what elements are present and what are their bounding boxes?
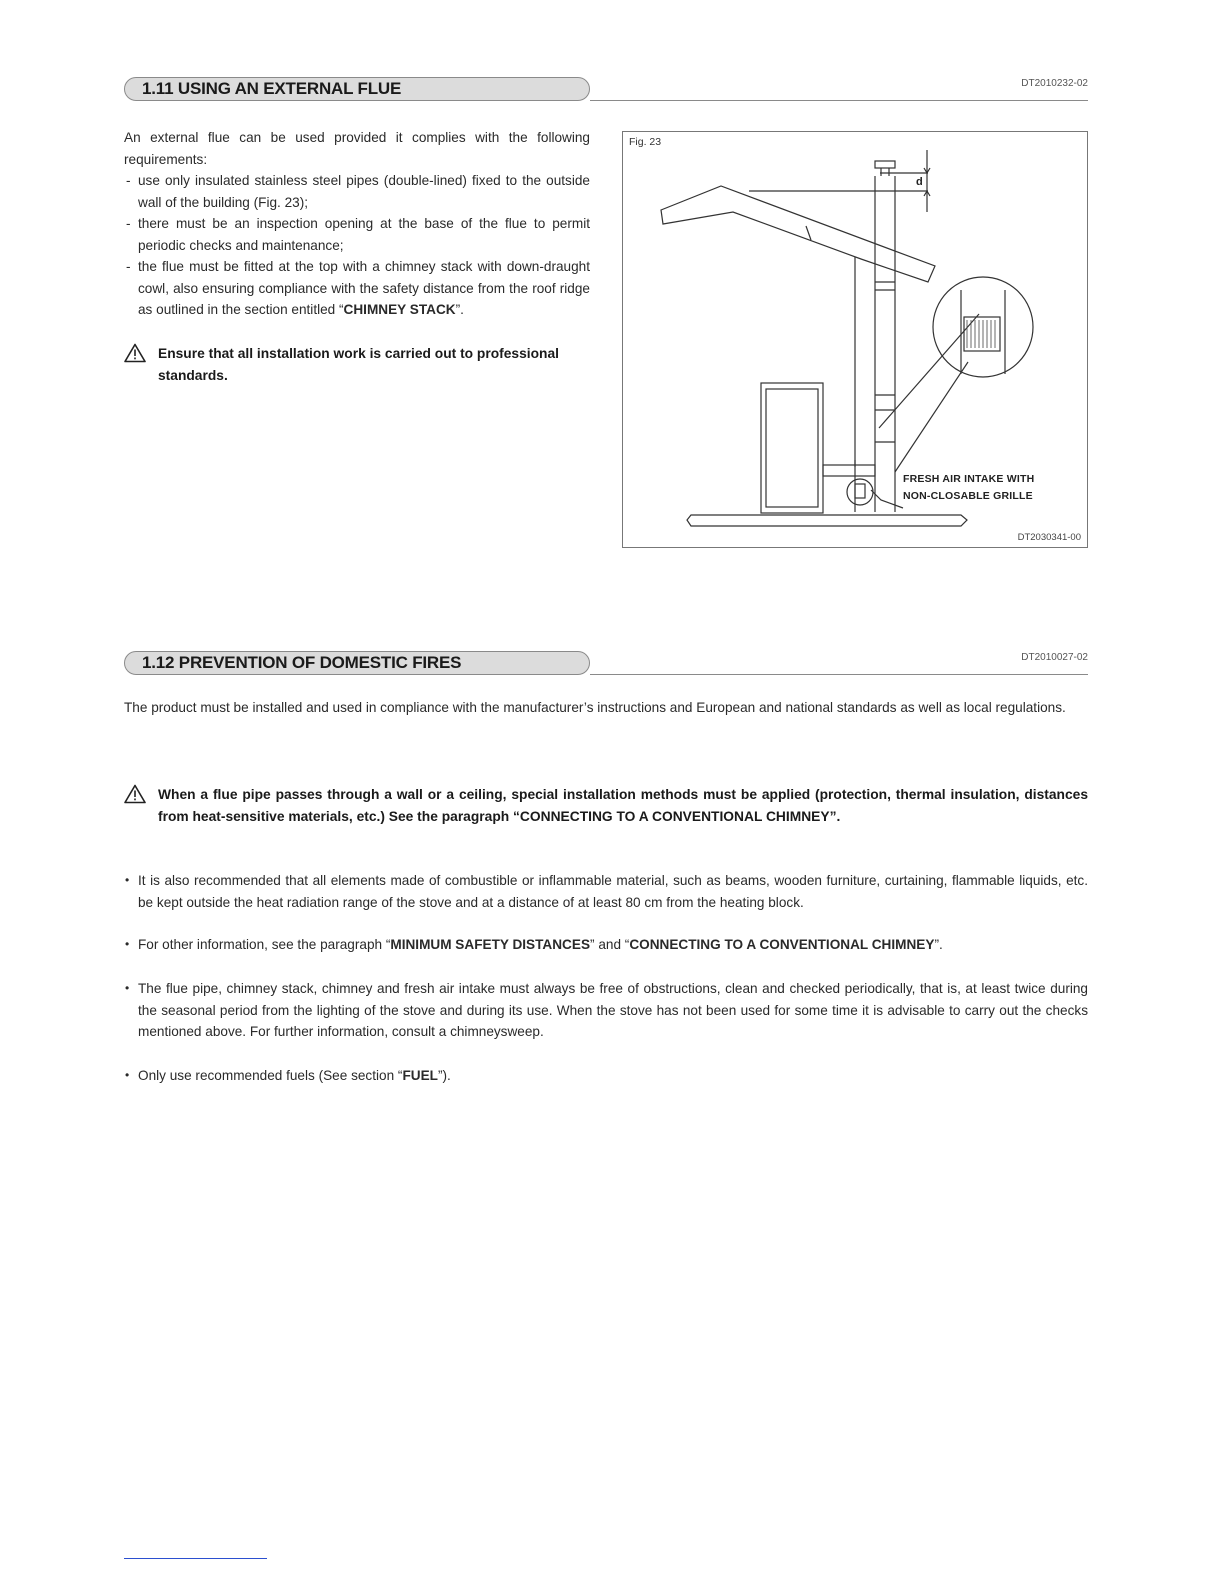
warning-icon xyxy=(124,343,146,363)
intro-paragraph: An external flue can be used provided it complies with the following requirements: xyxy=(124,130,590,167)
bullet-item xyxy=(124,870,1088,913)
chimney-stack-reference: CHIMNEY STACK xyxy=(343,302,456,317)
bullet-item xyxy=(124,1065,1088,1087)
bullet-text-part: Only use recommended fuels (See section “ xyxy=(138,1068,403,1083)
warning-notice xyxy=(124,784,1088,827)
conventional-chimney-reference: CONNECTING TO A CONVENTIONAL CHIMNEY xyxy=(629,937,935,952)
fresh-air-intake-callout xyxy=(903,471,1034,505)
bullet-text-part: ”). xyxy=(437,1068,451,1083)
section-title: 1.11 USING AN EXTERNAL FLUE xyxy=(142,79,402,98)
distance-label: d xyxy=(916,176,923,188)
document-code: DT2010232-02 xyxy=(1021,78,1088,89)
bullet-text-part: For other information, see the paragraph “ xyxy=(138,937,391,952)
list-item-text-end: ”. xyxy=(455,302,464,317)
figure-code: DT2030341-00 xyxy=(1017,532,1081,543)
warning-icon xyxy=(124,784,146,804)
bullet-text-part: ”. xyxy=(934,937,943,952)
header-rule xyxy=(590,674,1088,675)
fuel-reference: FUEL xyxy=(402,1068,438,1083)
list-item: - use only insulated stainless steel pipes (double-lined) fixed to the outside wall of the building (Fig. 23); xyxy=(124,170,590,213)
requirements-list xyxy=(124,170,590,321)
list-item xyxy=(124,256,590,321)
section-title: 1.12 PREVENTION OF DOMESTIC FIRES xyxy=(142,653,462,672)
warning-notice xyxy=(124,343,590,386)
section-1-11-body xyxy=(124,127,590,321)
list-item: - there must be an inspection opening at the base of the flue to permit periodic checks and maintenance; xyxy=(124,213,590,256)
bullet-icon: • xyxy=(125,873,130,887)
list-item-text: the flue must be fitted at the top with a chimney stack with down-draught cowl, also ensuring compliance with the safety distance from the roof ridge as outlined in the section entitled “ xyxy=(138,259,590,317)
callout-line-2: NON-CLOSABLE GRILLE xyxy=(903,490,1033,502)
document-code: DT2010027-02 xyxy=(1021,652,1088,663)
bullet-item xyxy=(124,978,1088,1043)
minimum-safety-distances-reference: MINIMUM SAFETY DISTANCES xyxy=(390,937,591,952)
callout-line-1: FRESH AIR INTAKE WITH xyxy=(903,473,1035,485)
footer-rule xyxy=(124,1558,267,1559)
header-rule xyxy=(590,100,1088,101)
bullet-text xyxy=(138,1065,1088,1087)
bullet-text: The flue pipe, chimney stack, chimney and fresh air intake must always be free of obstructions, clean and checked periodically, that is, at least twice during the seasonal period from the lighting of the stove and during its use. When the stove has not been used for some time it is advisable to carry out the checks mentioned above. For further information, consult a chimneysweep. xyxy=(138,981,1088,1039)
bullet-icon: • xyxy=(125,1068,130,1082)
bullet-icon: • xyxy=(125,981,130,995)
bullet-text: It is also recommended that all elements made of combustible or inflammable material, such as beams, wooden furniture, curtaining, flammable liquids, etc. be kept outside the heat radiation range of the stove and at a distance of at least 80 cm from the heating block. xyxy=(138,873,1088,910)
section-header-1-12 xyxy=(124,651,1088,677)
bullet-text-part: ” and “ xyxy=(590,937,630,952)
bullet-item xyxy=(124,934,1088,956)
bullet-text xyxy=(138,934,1088,956)
section-1-12-intro: The product must be installed and used in compliance with the manufacturer’s instructions and European and national standards as well as local regulations. xyxy=(124,700,1066,715)
section-header-1-11 xyxy=(124,77,1088,103)
warning-text: Ensure that all installation work is carried out to professional standards. xyxy=(158,346,559,383)
warning-text: When a flue pipe passes through a wall or a ceiling, special installation methods must be applied (protection, thermal insulation, distances from heat-sensitive materials, etc.) See the paragraph “CONNECTING TO A CONVENTIONAL CHIMNEY”. xyxy=(158,787,1088,824)
figure-label: Fig. 23 xyxy=(629,136,662,148)
figure-23 xyxy=(622,131,1088,548)
bullet-icon: • xyxy=(125,937,130,951)
